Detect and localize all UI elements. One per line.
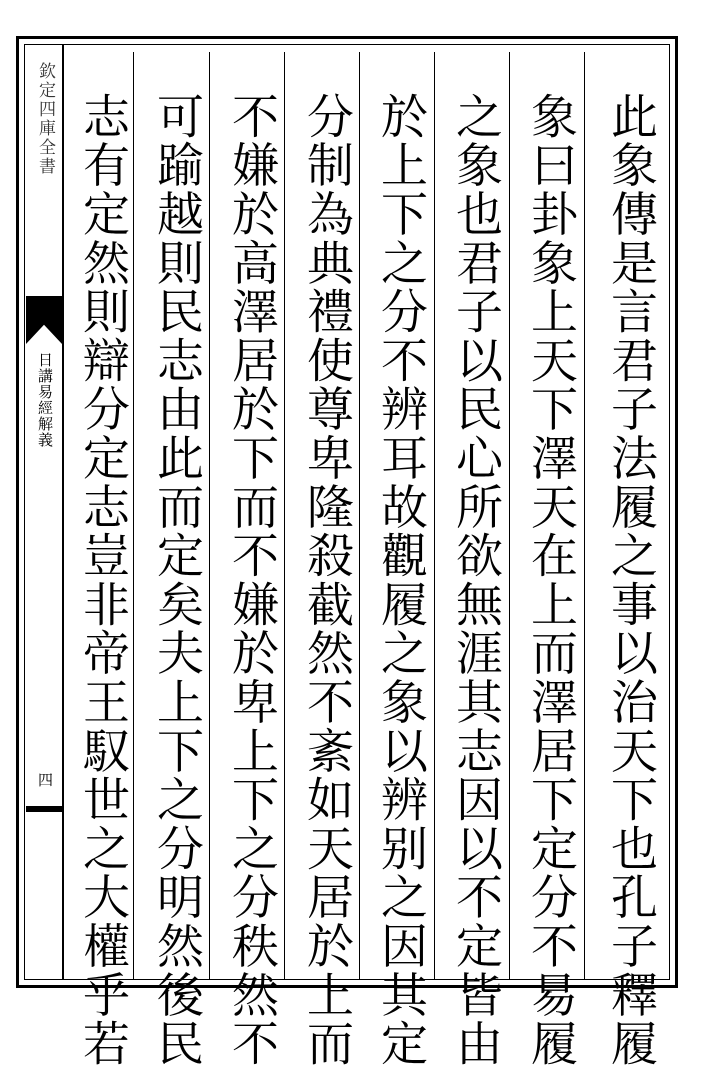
collection-title: 欽定四庫全書 [35, 62, 55, 176]
page-number: 四 [36, 772, 54, 789]
text-column-3: 之象也君子以民心所欲無涯其志因以不定皆由 [448, 92, 503, 1068]
fishtail-ornament-lower [26, 806, 62, 812]
column-rule [584, 52, 585, 980]
column-rule [284, 52, 285, 980]
column-rule [434, 52, 435, 980]
text-column-6: 不嫌於高澤居於下而不嫌於卑上下之分秩然不 [224, 92, 279, 1068]
book-title: 日講易經解義 [36, 352, 54, 448]
column-rule [509, 52, 510, 980]
margin-divider [62, 44, 64, 980]
text-column-8: 志有定然則辯分定志豈非帝王馭世之大權乎若 [75, 92, 130, 1068]
text-column-7: 可踰越則民志由此而定矣夫上下之分明然後民 [149, 92, 204, 1068]
column-rule [209, 52, 210, 980]
text-column-4: 於上下之分不辨耳故觀履之象以辨别之因其定 [373, 92, 428, 1068]
text-column-1: 此象傳是言君子法履之事以治天下也孔子釋履 [603, 92, 658, 1068]
column-rule [359, 52, 360, 980]
text-column-5: 分制為典禮使尊卑隆殺截然不紊如天居於上而 [299, 92, 354, 1068]
text-column-2: 象曰卦象上天下澤天在上而澤居下定分不易履 [523, 92, 578, 1068]
